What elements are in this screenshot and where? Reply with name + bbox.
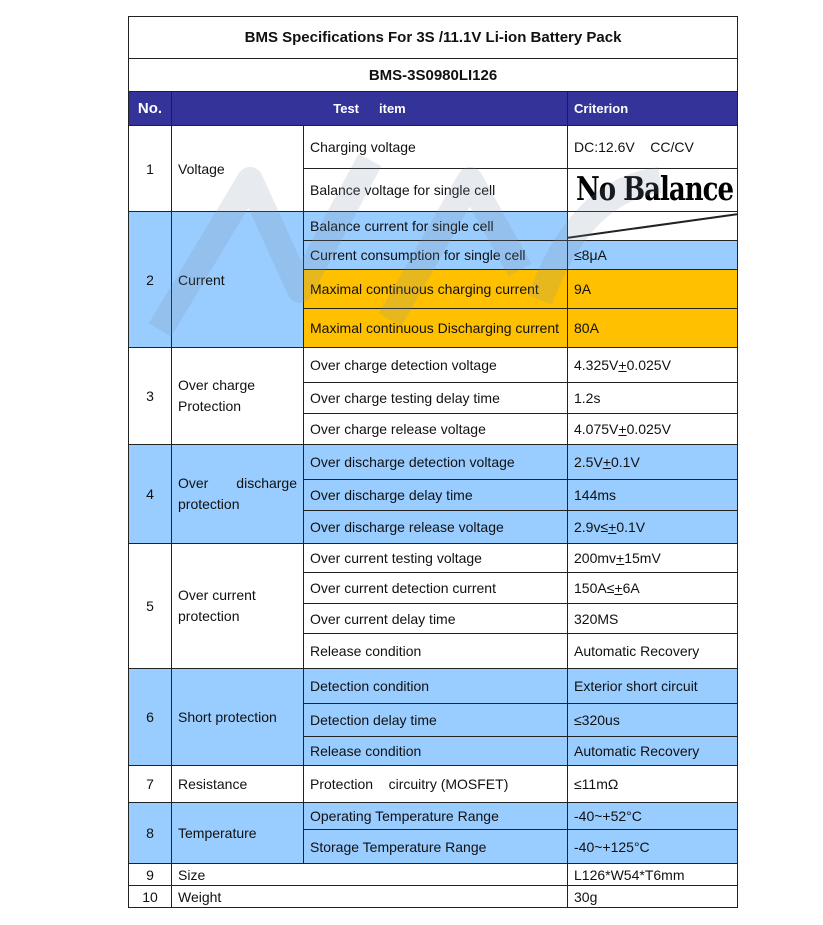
category-cell: Voltage <box>172 126 304 212</box>
row-number: 8 <box>129 803 172 864</box>
item-cell: Operating Temperature Range <box>304 803 568 830</box>
bms-spec-table <box>128 16 738 908</box>
category-cell: Weight <box>172 886 568 908</box>
criterion-cell: Exterior short circuit <box>568 669 738 704</box>
table-row <box>129 212 738 241</box>
item-cell: Maximal continuous Discharging current <box>304 309 568 348</box>
item-cell: Over charge detection voltage <box>304 348 568 383</box>
diagonal-line <box>568 212 737 240</box>
category-cell: Over current protection <box>172 544 304 669</box>
document-title: BMS Specifications For 3S /11.1V Li-ion Battery Pack <box>129 17 738 59</box>
item-cell: Detection condition <box>304 669 568 704</box>
row-number: 2 <box>129 212 172 348</box>
criterion-cell: 2.5V+0.1V <box>568 445 738 480</box>
criterion-cell <box>568 169 738 212</box>
item-cell: Over current testing voltage <box>304 544 568 573</box>
row-number: 1 <box>129 126 172 212</box>
criterion-cell: 4.325V+0.025V <box>568 348 738 383</box>
item-cell: Over current delay time <box>304 604 568 634</box>
table-row <box>129 886 738 908</box>
item-cell: Release condition <box>304 737 568 766</box>
item-cell: Over discharge detection voltage <box>304 445 568 480</box>
criterion-cell-empty <box>568 212 738 241</box>
item-cell: Release condition <box>304 634 568 669</box>
row-number: 5 <box>129 544 172 669</box>
criterion-cell: -40~+52°C <box>568 803 738 830</box>
criterion-cell: ≤8μA <box>568 241 738 270</box>
table-row <box>129 803 738 830</box>
row-number: 6 <box>129 669 172 766</box>
header-criterion: Criterion <box>568 92 738 126</box>
criterion-cell: Automatic Recovery <box>568 634 738 669</box>
criterion-cell: 2.9v≤+0.1V <box>568 511 738 544</box>
item-cell: Protection circuitry (MOSFET) <box>304 766 568 803</box>
category-cell: Over charge Protection <box>172 348 304 445</box>
row-number: 7 <box>129 766 172 803</box>
criterion-cell: L126*W54*T6mm <box>568 864 738 886</box>
table-row <box>129 864 738 886</box>
criterion-cell: 1.2s <box>568 383 738 414</box>
item-cell: Over current detection current <box>304 573 568 604</box>
criterion-cell: ≤320us <box>568 704 738 737</box>
criterion-cell: 4.075V+0.025V <box>568 414 738 445</box>
criterion-cell: 80A <box>568 309 738 348</box>
item-cell: Storage Temperature Range <box>304 830 568 864</box>
row-number: 4 <box>129 445 172 544</box>
category-cell: Resistance <box>172 766 304 803</box>
criterion-cell: 150A≤+6A <box>568 573 738 604</box>
item-cell: Balance current for single cell <box>304 212 568 241</box>
criterion-cell: 144ms <box>568 480 738 511</box>
item-cell: Current consumption for single cell <box>304 241 568 270</box>
item-cell: Maximal continuous charging current <box>304 270 568 309</box>
criterion-cell: Automatic Recovery <box>568 737 738 766</box>
item-cell: Over charge testing delay time <box>304 383 568 414</box>
table-row <box>129 445 738 480</box>
table-row <box>129 669 738 704</box>
row-number: 3 <box>129 348 172 445</box>
item-cell: Over discharge release voltage <box>304 511 568 544</box>
category-cell: Short protection <box>172 669 304 766</box>
row-number: 10 <box>129 886 172 908</box>
header-test-item: Test item <box>172 92 568 126</box>
table-row <box>129 126 738 169</box>
category-cell: Current <box>172 212 304 348</box>
table-row <box>129 544 738 573</box>
category-cell: Size <box>172 864 568 886</box>
item-cell: Charging voltage <box>304 126 568 169</box>
category-cell: Over discharge protection <box>172 445 304 544</box>
criterion-cell: DC:12.6V CC/CV <box>568 126 738 169</box>
item-cell: Balance voltage for single cell <box>304 169 568 212</box>
item-cell: Over discharge delay time <box>304 480 568 511</box>
table-row <box>129 348 738 383</box>
criterion-cell: -40~+125°C <box>568 830 738 864</box>
criterion-cell: 320MS <box>568 604 738 634</box>
criterion-cell: 200mv+15mV <box>568 544 738 573</box>
criterion-cell: 9A <box>568 270 738 309</box>
table-header <box>129 92 738 126</box>
criterion-cell: ≤11mΩ <box>568 766 738 803</box>
criterion-cell: 30g <box>568 886 738 908</box>
row-number: 9 <box>129 864 172 886</box>
table-row <box>129 766 738 803</box>
item-cell: Over charge release voltage <box>304 414 568 445</box>
header-no: No. <box>129 92 172 126</box>
model-number: BMS-3S0980LI126 <box>129 59 738 92</box>
item-cell: Detection delay time <box>304 704 568 737</box>
no-balance-stamp: No Balance <box>576 171 733 209</box>
category-cell: Temperature <box>172 803 304 864</box>
